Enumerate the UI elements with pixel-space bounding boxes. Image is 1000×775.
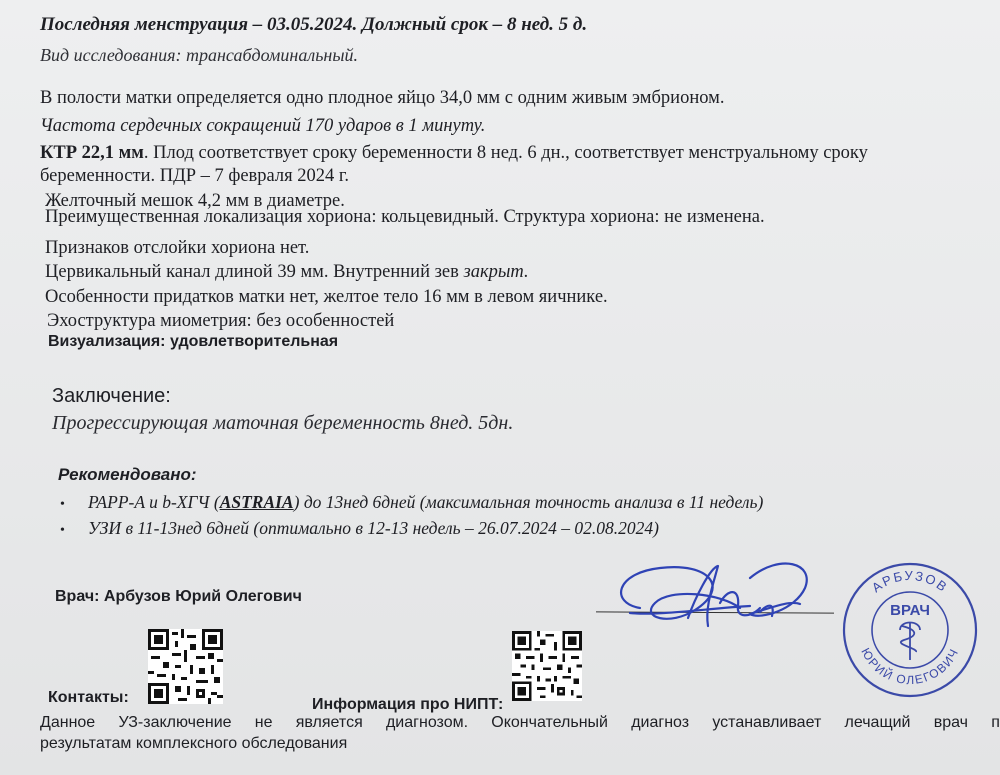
finding-chorion: Преимущественная локализация хориона: кольцевидный. Структура хориона: не изменена. [45, 207, 765, 227]
disclaimer-word: УЗ-заключение [118, 714, 232, 731]
disclaimer-line-1 [40, 714, 1000, 732]
recommendation-item [60, 492, 763, 513]
recommendation-text-post: ) до 13нед 6дней (максимальная точность анализа в 11 недель) [293, 492, 764, 512]
contacts-qr-code [148, 629, 223, 704]
header-exam-type: Вид исследования: трансабдоминальный. [40, 45, 359, 65]
disclaimer-word: врач [933, 714, 968, 731]
doctor-stamp [840, 560, 980, 700]
finding-heart-rate: Частота сердечных сокращений 170 ударов в 1 минуту. [40, 116, 486, 136]
nipt-label: Информация про НИПТ: [312, 696, 504, 713]
finding-cervical-canal [45, 262, 529, 283]
disclaimer-word: Данное [40, 714, 96, 731]
recommendations-heading: Рекомендовано: [58, 465, 197, 484]
stamp-bottom-text: ЮРИЙ ОЛЕГОВИЧ [858, 645, 962, 688]
finding-chorion-detachment: Признаков отслойки хориона нет. [45, 238, 310, 258]
conclusion-text: Прогрессирующая маточная беременность 8нед. 5дн. [52, 412, 514, 434]
finding-adnexa: Особенности придатков матки нет, желтое тело 16 мм в левом яичнике. [45, 287, 608, 307]
bullet: • [60, 497, 65, 512]
finding-crl [40, 143, 868, 164]
disclaimer-word: п [991, 714, 1000, 731]
disclaimer-word: Окончательный [491, 714, 608, 731]
recommendation-text: PAPP-A и b-ХГЧ ( [88, 492, 220, 512]
crl-value: КТР 22,1 мм [40, 143, 144, 163]
caduceus-icon [900, 622, 920, 660]
recommendation-item [60, 518, 659, 539]
recommendation-text: УЗИ в 11-13нед 6дней (оптимально в 12-13 недель – 26.07.2024 – 02.08.2024) [88, 518, 659, 538]
disclaimer-word: устанавливает [712, 714, 822, 731]
disclaimer-word: лечащий [844, 714, 911, 731]
disclaimer-line-2: результатам комплексного обследования [40, 735, 348, 752]
finding-yolk-sac: Желточный мешок 4,2 мм в диаметре. [45, 191, 345, 211]
signature-image [600, 548, 830, 643]
disclaimer-word: является [295, 714, 363, 731]
contacts-label: Контакты: [48, 689, 129, 706]
finding-due-date: беременности. ПДР – 7 февраля 2024 г. [40, 166, 350, 186]
cervical-text: Цервикальный канал длиной 39 мм. Внутренний зев [45, 262, 464, 282]
finding-ovum: В полости матки определяется одно плодное яйцо 34,0 мм с одним живым эмбрионом. [40, 88, 725, 108]
crl-text: . Плод соответствует сроку беременности 8 нед. 6 дн., соответствует менструальному сроку [143, 143, 868, 163]
doctor-name: Врач: Арбузов Юрий Олегович [55, 588, 302, 605]
bullet: • [60, 523, 65, 538]
disclaimer-word: не [254, 714, 273, 731]
conclusion-heading: Заключение: [52, 385, 171, 407]
astraia-link-text: ASTRAIA [219, 492, 294, 512]
disclaimer-word: диагноз [631, 714, 690, 731]
disclaimer-word: диагнозом. [385, 714, 469, 731]
stamp-top-text: АРБУЗОВ [868, 567, 952, 596]
cervical-closed: закрыт. [463, 262, 529, 282]
header-last-menstruation: Последняя менструация – 03.05.2024. Должный срок – 8 нед. 5 д. [40, 14, 588, 35]
finding-myometrium: Эхоструктура миометрия: без особенностей [47, 311, 395, 331]
nipt-qr-code [512, 631, 582, 701]
stamp-center-text: ВРАЧ [890, 602, 930, 619]
finding-visualization: Визуализация: удовлетворительная [48, 333, 339, 350]
